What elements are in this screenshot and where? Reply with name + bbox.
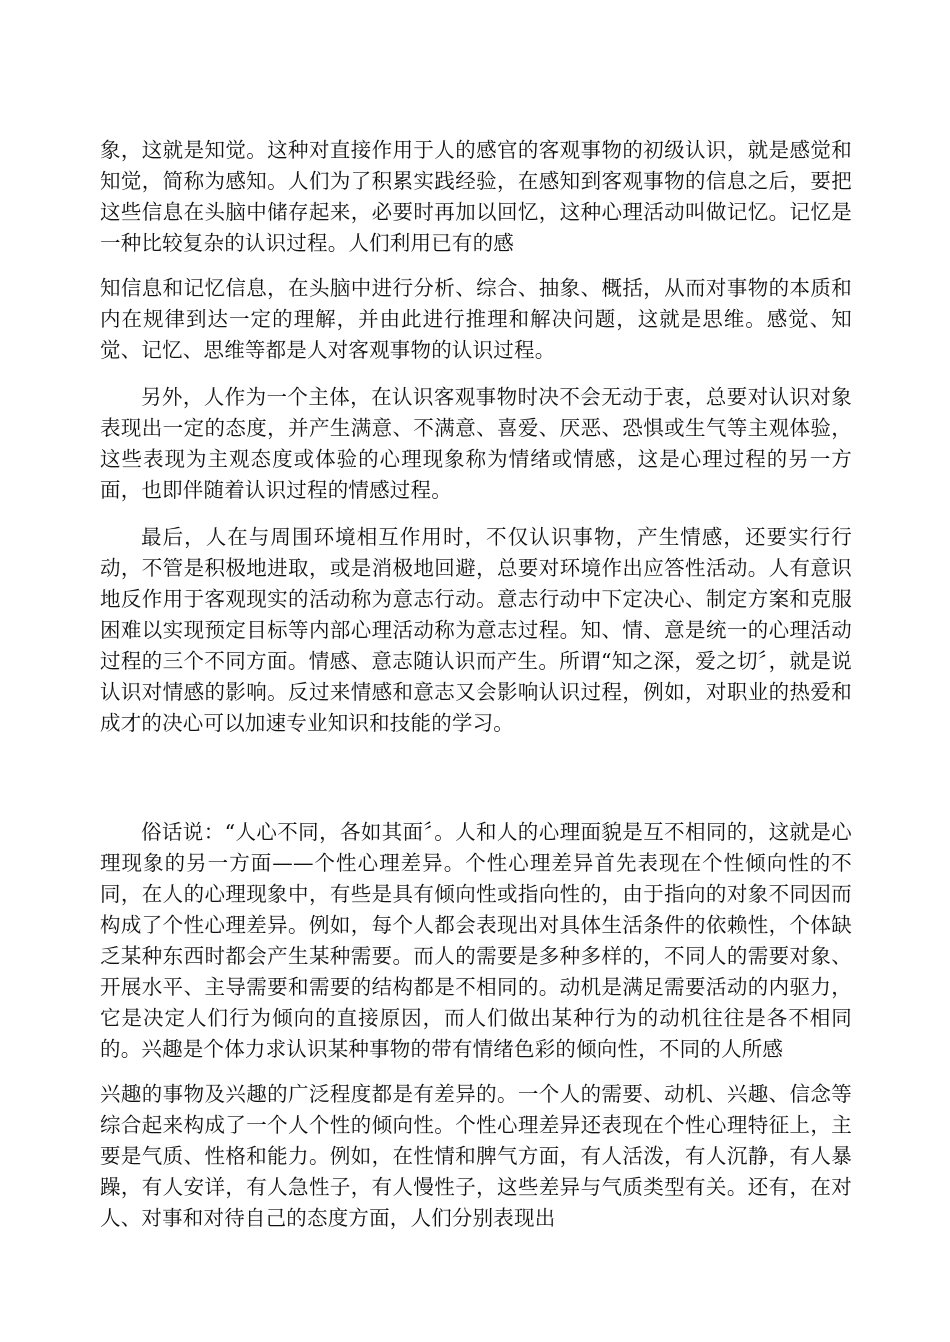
document-body: [100, 135, 852, 1234]
paragraph-personality-traits: 兴趣的事物及兴趣的广泛程度都是有差异的。一个人的需要、动机、兴趣、信念等综合起来构成了一个人个性的倾向性。个性心理差异还表现在个性心理特征上，主要是气质、性格和能力。例如，在性情和脾气方面，有人活泼，有人沉静，有人暴躁，有人安详，有人急性子，有人慢性子，这些差异与气质类型有关。还有，在对人、对事和对待自己的态度方面，人们分别表现出: [100, 1082, 852, 1230]
paragraph-thinking: 知信息和记忆信息，在头脑中进行分析、综合、抽象、概括，从而对事物的本质和内在规律到达一定的理解，并由此进行推理和解决问题，这就是思维。感觉、知觉、记忆、思维等都是人对客观事物的认识过程。: [100, 276, 852, 362]
paragraph-will: 最后，人在与周围环境相互作用时，不仅认识事物，产生情感，还要实行行动，不管是积极地进取，或是消极地回避，总要对环境作出应答性活动。人有意识地反作用于客观现实的活动称为意志行动。意志行动中下定决心、制定方案和克服困难以实现预定目标等内部心理活动称为意志过程。知、情、意是统一的心理活动过程的三个不同方面。情感、意志随认识而产生。所谓“知之深，爱之切〞，就是说认识对情感的影响。反过来情感和意志又会影响认识过程，例如，对职业的热爱和成才的决心可以加速专业知识和技能的学习。: [100, 525, 852, 735]
paragraph-perception-memory: 象，这就是知觉。这种对直接作用于人的感官的客观事物的初级认识，就是感觉和知觉，简称为感知。人们为了积累实践经验，在感知到客观事物的信息之后，要把这些信息在头脑中储存起来，必要时再加以回忆，这种心理活动叫做记忆。记忆是一种比较复杂的认识过程。人们利用已有的感: [100, 138, 852, 255]
paragraph-emotion: 另外，人作为一个主体，在认识客观事物时决不会无动于衷，总要对认识对象表现出一定的态度，并产生满意、不满意、喜爱、厌恶、恐惧或生气等主观体验，这些表现为主观态度或体验的心理现象称为情绪或情感，这是心理过程的另一方面，也即伴随着认识过程的情感过程。: [100, 385, 852, 502]
paragraph-individual-differences: 俗话说：“人心不同，各如其面〞。人和人的心理面貌是互不相同的，这就是心理现象的另一方面——个性心理差异。个性心理差异首先表现在个性倾向性的不同，在人的心理现象中，有些是具有倾向性或指向性的，由于指向的对象不同因而构成了个性心理差异。例如，每个人都会表现出对具体生活条件的依赖性，个体缺乏某种东西时都会产生某种需要。而人的需要是多种多样的，不同人的需要对象、开展水平、主导需要和需要的结构都是不相同的。动机是满足需要活动的内驱力，它是决定人们行为倾向的直接原因，而人们做出某种行为的动机往往是各不相同的。兴趣是个体力求认识某种事物的带有情绪色彩的倾向性，不同的人所感: [100, 820, 852, 1061]
